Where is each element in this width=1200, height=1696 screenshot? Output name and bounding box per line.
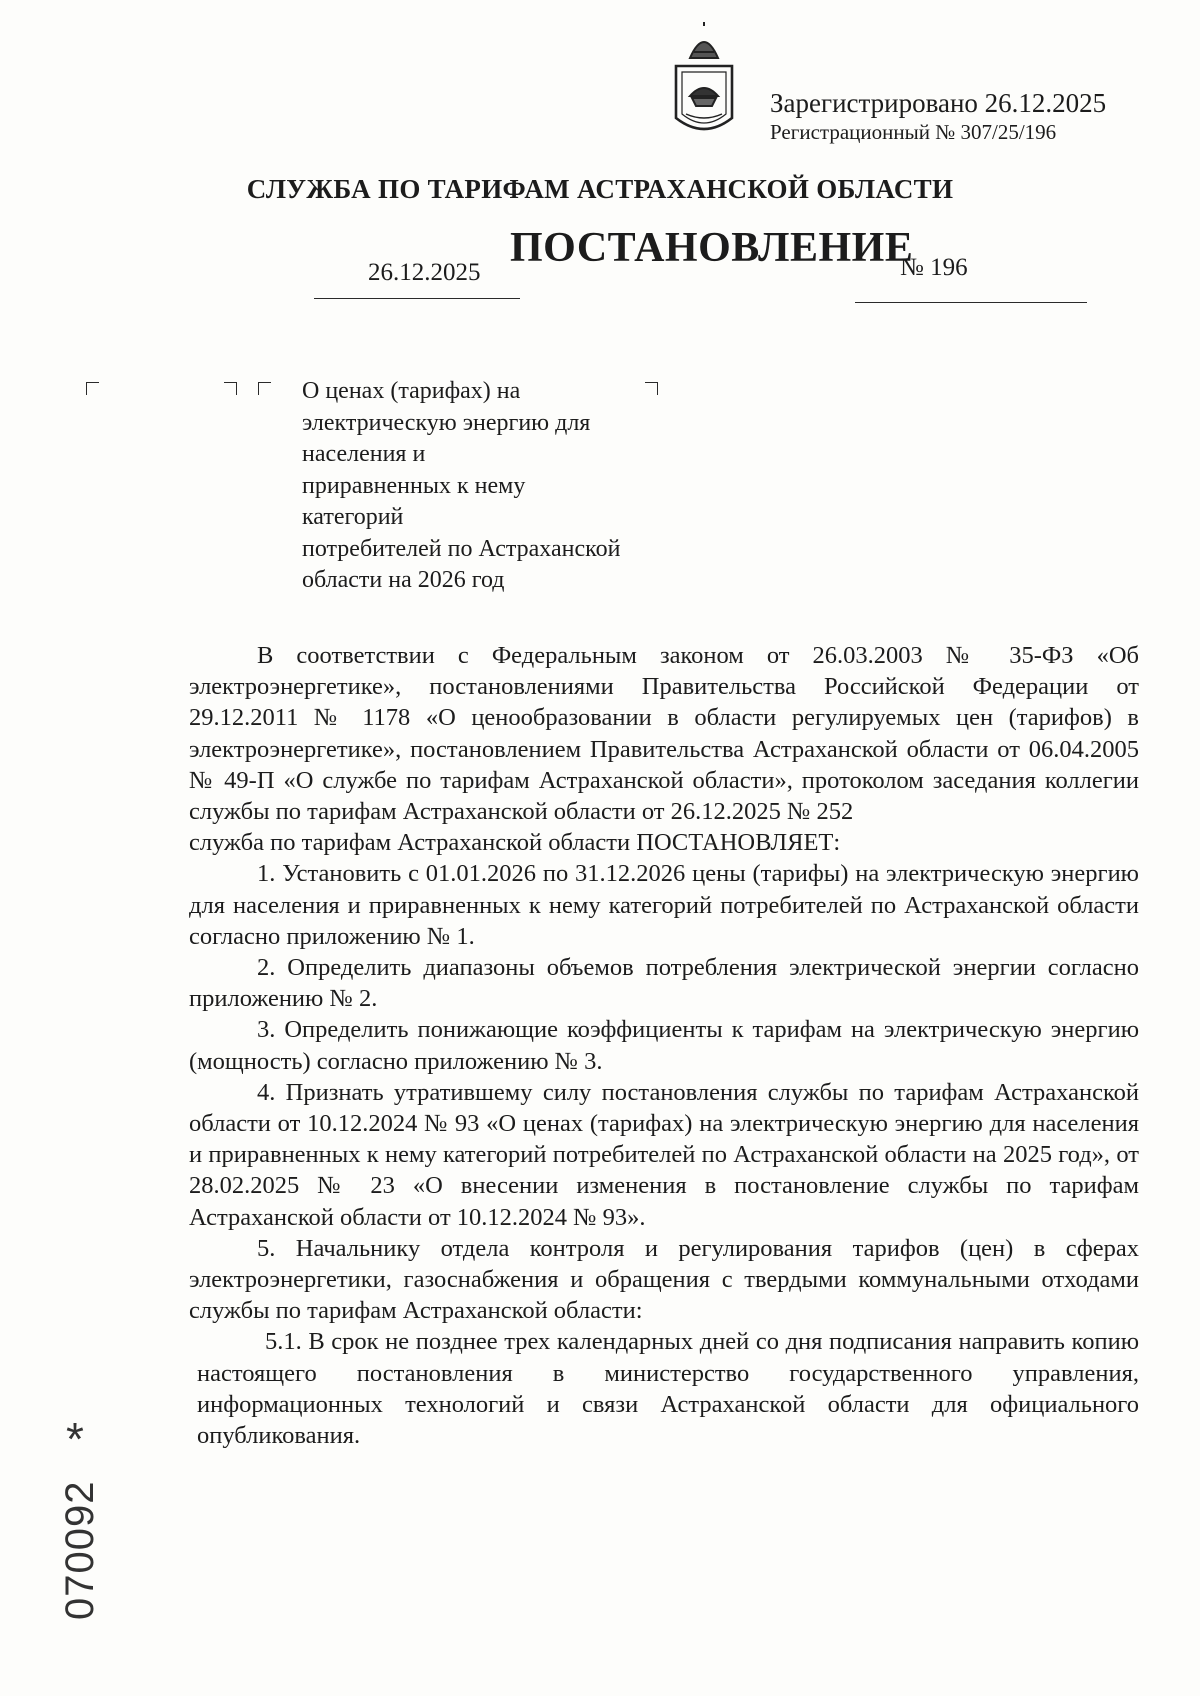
resolves-line: служба по тарифам Астраханской области ПОСТАНОВЛЯЕТ: — [189, 829, 841, 857]
bracket-corner — [86, 382, 99, 395]
subject-line: категорий — [302, 504, 404, 530]
number-underline — [855, 302, 1087, 303]
document-subject — [302, 376, 682, 597]
item-4: 4. Признать утратившему силу постановления службы по тарифам Астраханской области от 10.12.2024 № 93 «О ценах (тарифах) на электрическую энергию для населения и приравненных к нему категорий потребителей по Астраханской области на 2025 год», от 28.02.2025 № 23 «О внесении изменения в постановление службы по тарифам Астраханской области от 10.12.2024 № 93». — [189, 1078, 1139, 1231]
registration-stamp: Зарегистрировано 26.12.2025 — [770, 88, 1107, 118]
document-date: 26.12.2025 — [368, 259, 481, 286]
item-3: 3. Определить понижающие коэффициенты к тарифам на электрическую энергию (мощность) согласно приложению № 3. — [189, 1016, 1139, 1075]
document-number: № 196 — [900, 254, 968, 281]
subject-line: области на 2026 год — [302, 567, 505, 593]
preamble-paragraph: В соответствии с Федеральным законом от 26.03.2003 № 35-ФЗ «Об электроэнергетике», постановлениями Правительства Российской Федерации от 29.12.2011 № 1178 «О ценообразовании в области регулируемых цен (тарифов) в электроэнергетике», постановлением Правительства Астраханской области от 06.04.2005 № 49-П «О службе по тарифам Астраханской области», протоколом заседания коллегии службы по тарифам Астраханской области от 26.12.2025 № 252 — [189, 642, 1139, 826]
item-5: 5. Начальнику отдела контроля и регулирования тарифов (цен) в сферах электроэнергетики, газоснабжения и обращения с твердыми коммунальными отходами службы по тарифам Астраханской области: — [189, 1234, 1139, 1325]
subject-line: приравненных к нему — [302, 472, 526, 499]
margin-code: 070092 — [58, 1480, 102, 1620]
document-body — [189, 640, 1139, 1451]
subject-line: населения и — [302, 441, 426, 467]
item-2: 2. Определить диапазоны объемов потребления электрической энергии согласно приложению № 2. — [189, 954, 1139, 1013]
margin-star: * — [66, 1413, 84, 1465]
subject-line: электрическую энергию для — [302, 409, 591, 436]
date-underline — [314, 298, 520, 299]
bracket-corner — [258, 382, 271, 395]
coat-of-arms-icon — [668, 22, 740, 142]
subject-line: О ценах (тарифах) на — [302, 378, 521, 404]
item-1: 1. Установить с 01.01.2026 по 31.12.2026 цены (тарифы) на электрическую энергию для населения и приравненных к нему категорий потребителей по Астраханской области согласно приложению № 1. — [189, 860, 1139, 950]
item-5-1: 5.1. В срок не позднее трех календарных дней со дня подписания направить копию настоящего постановления в министерство государственного управления, информационных технологий и связи Астраханской области для официального опубликования. — [197, 1328, 1139, 1450]
organization-name: СЛУЖБА ПО ТАРИФАМ АСТРАХАНСКОЙ ОБЛАСТИ — [246, 174, 954, 204]
registration-number: Регистрационный № 307/25/196 — [770, 120, 1057, 144]
subject-line: потребителей по Астраханской — [302, 535, 621, 562]
bracket-corner — [224, 382, 237, 395]
document-type: ПОСТАНОВЛЕНИЕ — [510, 225, 914, 271]
